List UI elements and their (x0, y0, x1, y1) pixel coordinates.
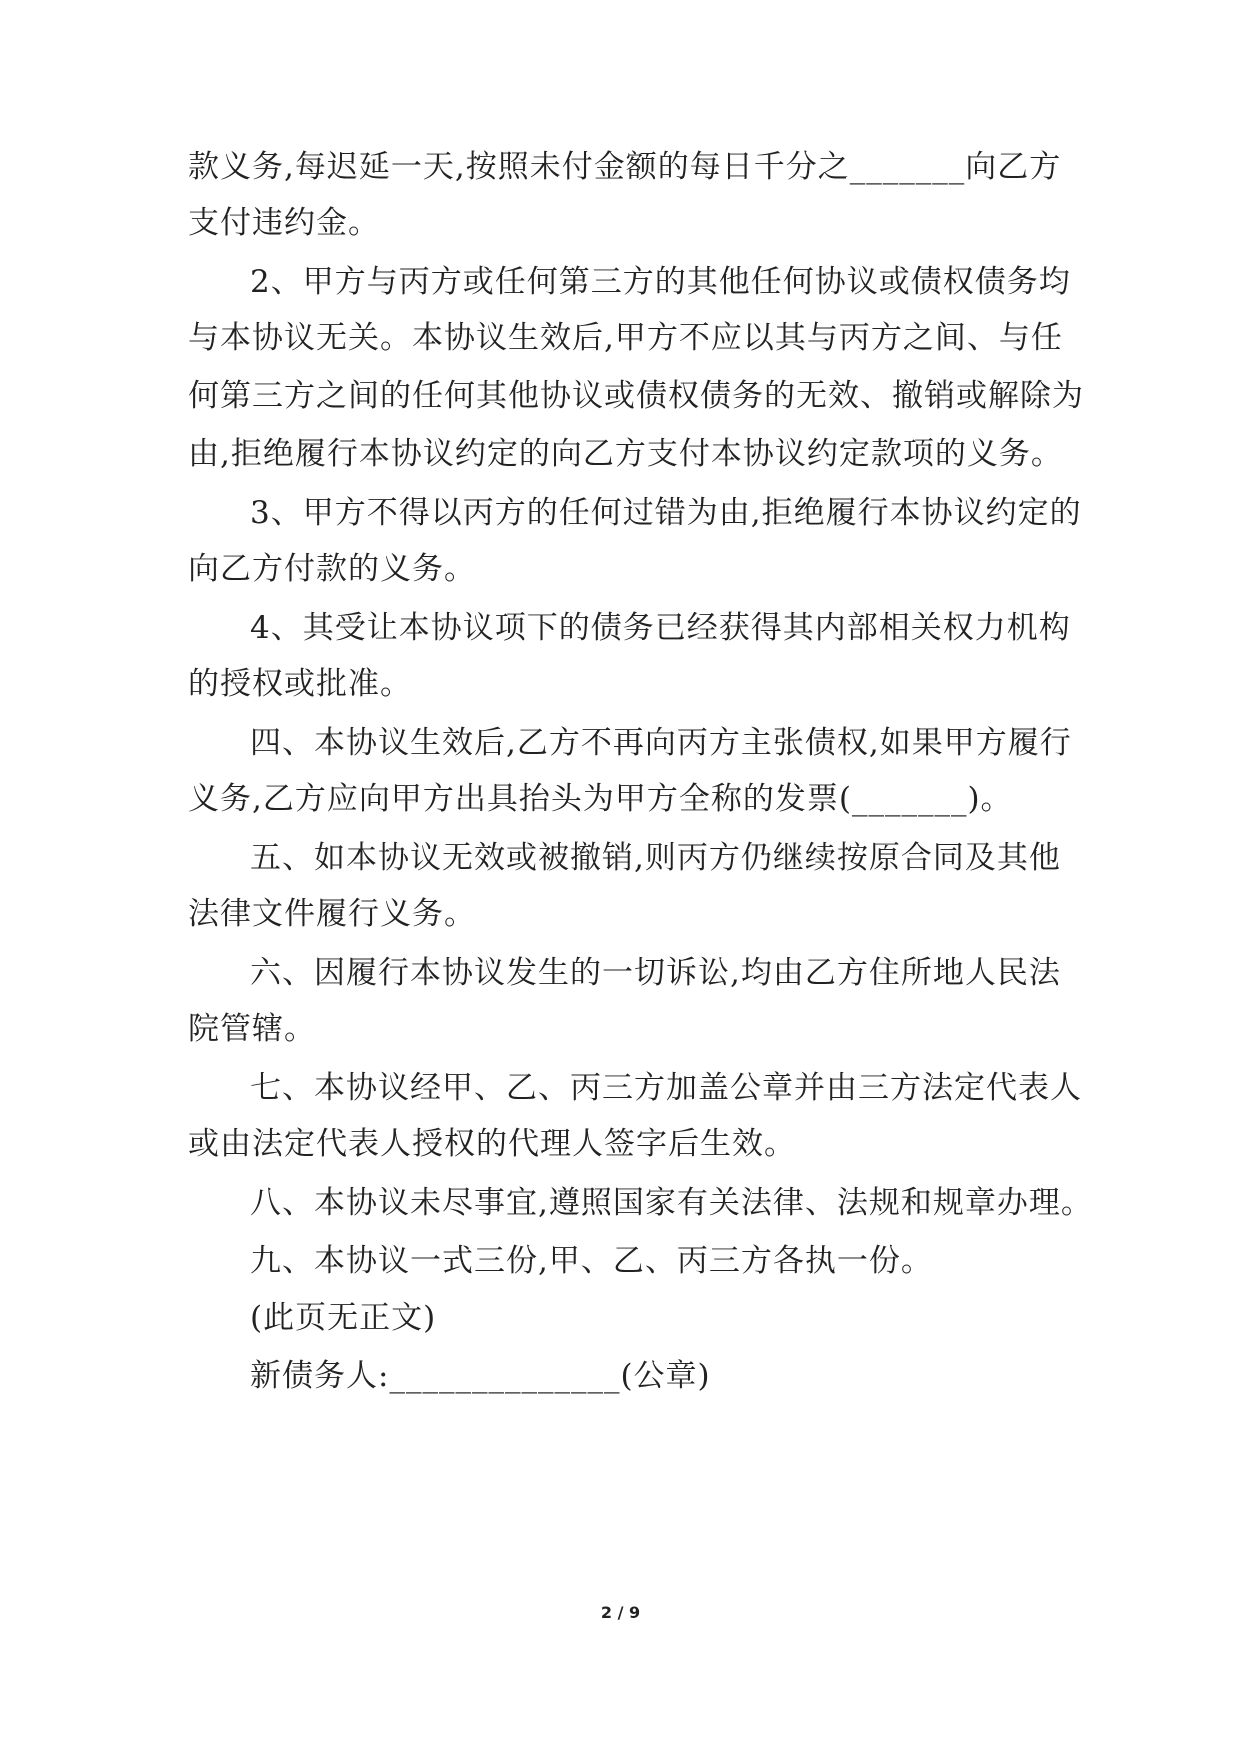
text-line: (此页无正文) (250, 1300, 437, 1336)
text-line: 3、甲方不得以丙方的任何过错为由,拒绝履行本协议约定的 (250, 495, 1082, 531)
text-line: 2、甲方与丙方或任何第三方的其他任何协议或债权债务均 (250, 264, 1071, 300)
text-line: 的授权或批准。 (188, 666, 412, 702)
text-line: 或由法定代表人授权的代理人签字后生效。 (188, 1126, 796, 1162)
text-line: 向乙方付款的义务。 (188, 551, 476, 587)
text-line: 与本协议无关。本协议生效后,甲方不应以其与丙方之间、与任 (188, 320, 1063, 356)
text-line: 由,拒绝履行本协议约定的向乙方支付本协议约定款项的义务。 (188, 436, 1063, 472)
text-line: 新债务人:______________(公章) (250, 1358, 711, 1394)
page-number: 2 / 9 (600, 1603, 641, 1622)
text-line: 五、如本协议无效或被撤销,则丙方仍继续按原合同及其他 (250, 840, 1061, 876)
text-line: 六、因履行本协议发生的一切诉讼,均由乙方住所地人民法 (250, 955, 1061, 991)
text-line: 款义务,每迟延一天,按照未付金额的每日千分之_______向乙方 (188, 149, 1062, 185)
text-line: 院管辖。 (188, 1011, 316, 1047)
text-line: 九、本协议一式三份,甲、乙、丙三方各执一份。 (250, 1243, 933, 1279)
text-line: 七、本协议经甲、乙、丙三方加盖公章并由三方法定代表人 (250, 1070, 1082, 1106)
text-line: 4、其受让本协议项下的债务已经获得其内部相关权力机构 (250, 610, 1071, 646)
text-line: 八、本协议未尽事宜,遵照国家有关法律、法规和规章办理。 (250, 1185, 1093, 1221)
text-line: 何第三方之间的任何其他协议或债权债务的无效、撤销或解除为 (188, 378, 1084, 414)
text-line: 四、本协议生效后,乙方不再向丙方主张债权,如果甲方履行 (250, 725, 1072, 761)
text-line: 义务,乙方应向甲方出具抬头为甲方全称的发票(_______)。 (188, 781, 1013, 817)
text-line: 法律文件履行义务。 (188, 896, 476, 932)
text-line: 支付违约金。 (188, 205, 380, 241)
